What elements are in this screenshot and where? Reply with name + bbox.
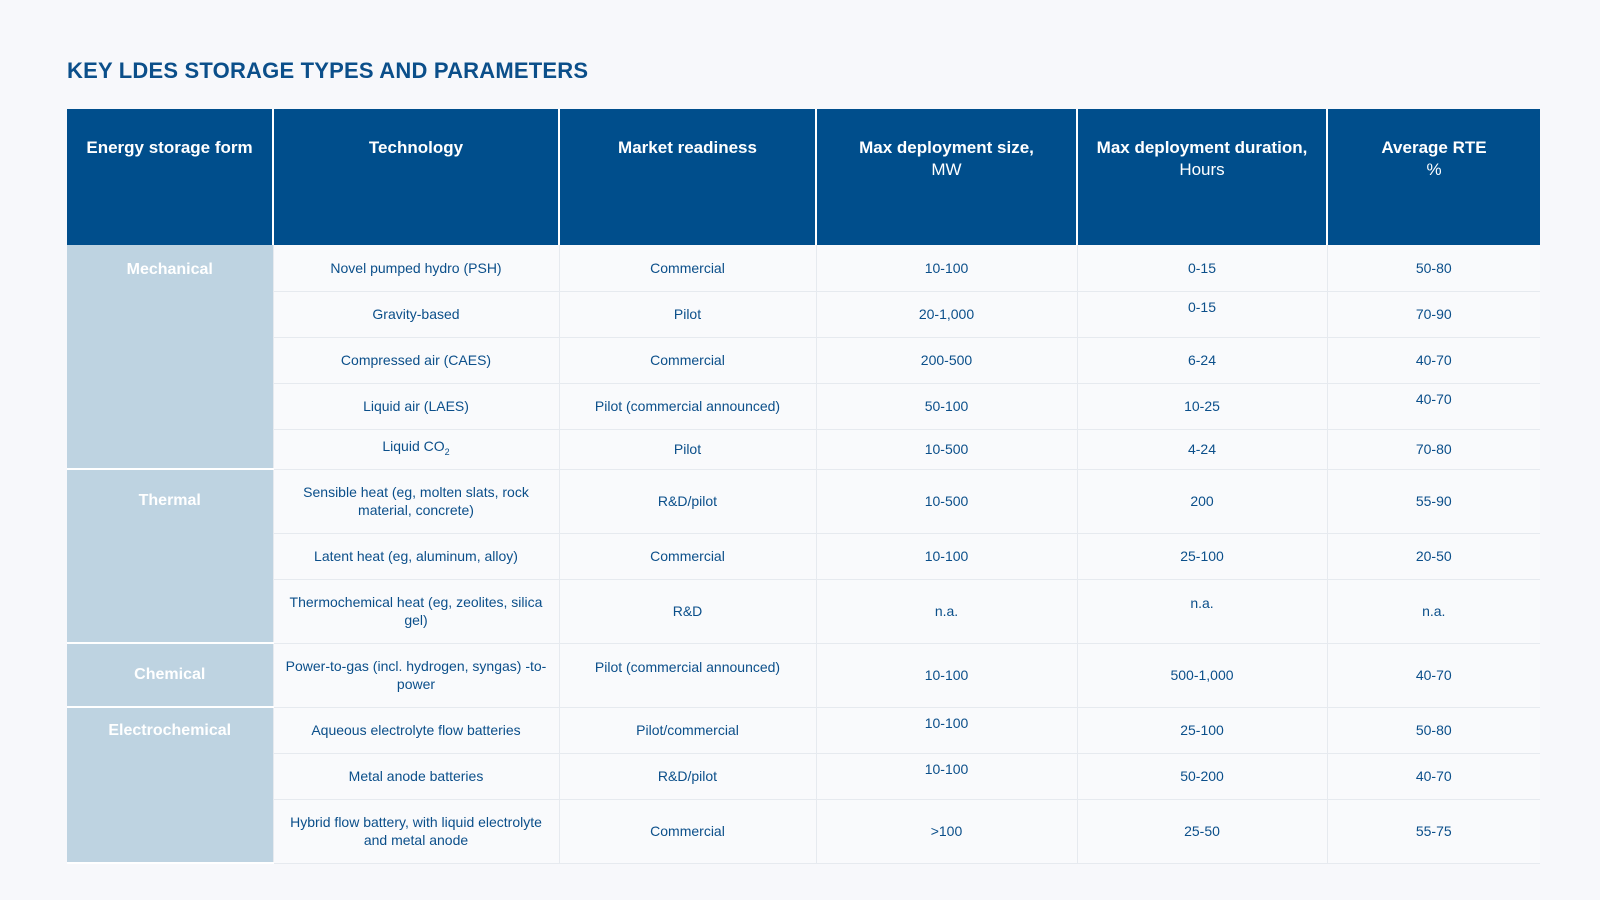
size-cell: 10-100 xyxy=(816,533,1077,579)
duration-cell: 0-15 xyxy=(1077,291,1327,337)
size-cell: n.a. xyxy=(816,579,1077,643)
size-cell: 10-100 xyxy=(816,643,1077,707)
technology-cell: Aqueous electrolyte flow batteries xyxy=(273,707,559,753)
storage-form-mechanical: Mechanical xyxy=(67,245,273,469)
subscript-text: 2 xyxy=(444,446,450,457)
readiness-cell: Commercial xyxy=(559,533,816,579)
readiness-cell: Commercial xyxy=(559,337,816,383)
page-title: KEY LDES STORAGE TYPES AND PARAMETERS xyxy=(67,58,589,83)
duration-cell: 0-15 xyxy=(1077,245,1327,291)
table-row xyxy=(67,383,1540,429)
table-row xyxy=(67,643,1540,707)
duration-cell: 25-100 xyxy=(1077,533,1327,579)
duration-cell: 25-50 xyxy=(1077,799,1327,863)
rte-cell: 40-70 xyxy=(1327,643,1540,707)
readiness-cell: Commercial xyxy=(559,799,816,863)
table-row xyxy=(67,245,1540,291)
table-row xyxy=(67,753,1540,799)
duration-cell: 4-24 xyxy=(1077,429,1327,469)
rte-cell: 50-80 xyxy=(1327,245,1540,291)
header-max-deployment-size xyxy=(816,109,1077,245)
storage-form-chemical: Chemical xyxy=(67,643,273,707)
technology-cell: Thermochemical heat (eg, zeolites, silica gel) xyxy=(273,579,559,643)
rte-cell: 70-80 xyxy=(1327,429,1540,469)
size-cell: 50-100 xyxy=(816,383,1077,429)
header-label: Energy storage form xyxy=(86,138,253,157)
header-unit: Hours xyxy=(1179,160,1225,179)
header-row xyxy=(67,109,1540,245)
technology-cell: Latent heat (eg, aluminum, alloy) xyxy=(273,533,559,579)
size-cell: 10-100 xyxy=(816,245,1077,291)
size-cell: >100 xyxy=(816,799,1077,863)
readiness-cell: R&D/pilot xyxy=(559,469,816,533)
duration-cell: 50-200 xyxy=(1077,753,1327,799)
rte-cell: 20-50 xyxy=(1327,533,1540,579)
table-row xyxy=(67,533,1540,579)
size-cell: 200-500 xyxy=(816,337,1077,383)
ldes-table xyxy=(67,109,1540,864)
header-unit: MW xyxy=(931,160,962,179)
readiness-cell: Pilot (commercial announced) xyxy=(559,643,816,707)
header-label: Average RTE xyxy=(1381,138,1487,157)
size-cell: 10-100 xyxy=(816,753,1077,799)
table-row xyxy=(67,579,1540,643)
rte-cell: n.a. xyxy=(1327,579,1540,643)
readiness-cell: Pilot (commercial announced) xyxy=(559,383,816,429)
table-row xyxy=(67,429,1540,469)
header-label: Technology xyxy=(368,138,464,157)
technology-cell: Metal anode batteries xyxy=(273,753,559,799)
readiness-cell: R&D/pilot xyxy=(559,753,816,799)
table-row xyxy=(67,469,1540,533)
size-cell: 10-500 xyxy=(816,429,1077,469)
technology-cell: Power-to-gas (incl. hydrogen, syngas) -to-power xyxy=(273,643,559,707)
size-cell: 10-100 xyxy=(816,707,1077,753)
header-label: Max deployment duration, xyxy=(1096,138,1308,157)
rte-cell: 55-90 xyxy=(1327,469,1540,533)
rte-cell: 50-80 xyxy=(1327,707,1540,753)
technology-cell: Sensible heat (eg, molten slats, rock material, concrete) xyxy=(273,469,559,533)
size-cell: 10-500 xyxy=(816,469,1077,533)
header-technology xyxy=(273,109,559,245)
readiness-cell: Pilot/commercial xyxy=(559,707,816,753)
readiness-cell: Pilot xyxy=(559,291,816,337)
header-label: Max deployment size, xyxy=(859,138,1034,157)
technology-cell: Gravity-based xyxy=(273,291,559,337)
table-row xyxy=(67,799,1540,863)
technology-cell: Hybrid flow battery, with liquid electrolyte and metal anode xyxy=(273,799,559,863)
table-row xyxy=(67,291,1540,337)
header-unit: % xyxy=(1426,160,1442,179)
header-average-rte xyxy=(1327,109,1540,245)
storage-form-electrochemical: Electrochemical xyxy=(67,707,273,863)
readiness-cell: Pilot xyxy=(559,429,816,469)
rte-cell: 40-70 xyxy=(1327,383,1540,429)
rte-cell: 40-70 xyxy=(1327,337,1540,383)
storage-form-thermal: Thermal xyxy=(67,469,273,643)
header-max-deployment-duration xyxy=(1077,109,1327,245)
duration-cell: 200 xyxy=(1077,469,1327,533)
technology-cell: Novel pumped hydro (PSH) xyxy=(273,245,559,291)
readiness-cell: R&D xyxy=(559,579,816,643)
table-row xyxy=(67,337,1540,383)
technology-text: Liquid CO xyxy=(382,438,445,455)
rte-cell: 70-90 xyxy=(1327,291,1540,337)
header-market-readiness xyxy=(559,109,816,245)
duration-cell: n.a. xyxy=(1077,579,1327,643)
table-row xyxy=(67,707,1540,753)
rte-cell: 40-70 xyxy=(1327,753,1540,799)
header-label: Market readiness xyxy=(618,138,757,157)
size-cell: 20-1,000 xyxy=(816,291,1077,337)
rte-cell: 55-75 xyxy=(1327,799,1540,863)
duration-cell: 10-25 xyxy=(1077,383,1327,429)
duration-cell: 25-100 xyxy=(1077,707,1327,753)
readiness-cell: Commercial xyxy=(559,245,816,291)
header-energy-storage-form xyxy=(67,109,273,245)
technology-cell: Compressed air (CAES) xyxy=(273,337,559,383)
duration-cell: 6-24 xyxy=(1077,337,1327,383)
technology-cell xyxy=(273,429,559,469)
technology-cell: Liquid air (LAES) xyxy=(273,383,559,429)
duration-cell: 500-1,000 xyxy=(1077,643,1327,707)
